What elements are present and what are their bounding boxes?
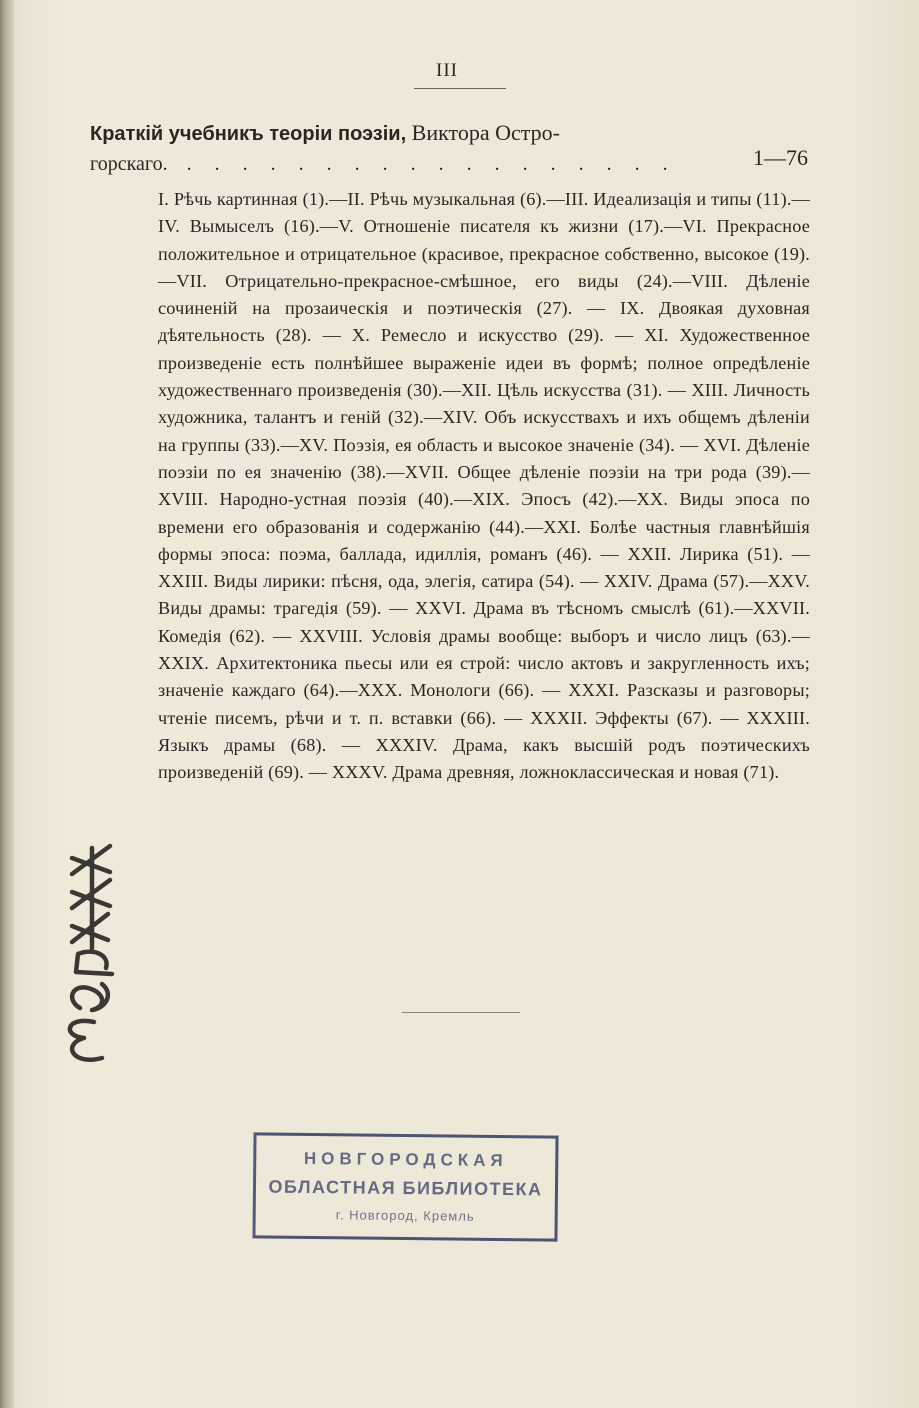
book-spine-shadow [0,0,14,1408]
end-of-section-rule [402,1012,520,1013]
page-number: III [436,60,458,81]
author-name-part2: горскаго. [90,153,168,175]
stamp-line-3: г. Новгород, Кремль [335,1207,475,1224]
leader-dots: . . . . . . . . . . . . . . . . . . [186,153,677,175]
library-stamp [252,1132,558,1241]
contents-entry-title [90,118,808,183]
author-name-part1: Виктора Остро- [411,120,560,145]
handwritten-inventory-number [32,830,142,1070]
header-rule [414,88,506,89]
title-line-1 [90,118,808,149]
page-range: 1—76 [753,145,808,170]
chapter-list-paragraph: I. Рѣчь картинная (1).—II. Рѣчь музыкальная (6).—III. Идеализація и типы (11).—IV. Вымыселъ (16).—V. Отношеніе писателя къ жизни (17).—VI. Прекрасное положительное и отрицательное (красивое, прекрасное собственно, высокое (19).—VII. Отрицательно-прекрасное-смѣшное, его виды (24).—VIII. Дѣленіе сочиненій на прозаическія и поэтическія (27). — IX. Двоякая духовная дѣятельность (28). — X. Ремесло и искусство (29). — XI. Художественное произведеніе есть полнѣйшее выраженіе идеи въ формѣ; полное опредѣленіе художественнаго произведенія (30).—XII. Цѣль искусства (31). — XIII. Личность художника, талантъ и геній (32).—XIV. Объ искусствахъ и ихъ общемъ дѣленіи на группы (33).—XV. Поэзія, ея область и высокое значеніе (34). — XVI. Дѣленіе поэзіи по ея значенію (38).—XVII. Общее дѣленіе поэзіи на три рода (39).—XVIII. Народно-устная поэзія (40).—XIX. Эпосъ (42).—XX. Виды эпоса по времени его образованія и содержанію (44).—XXI. Болѣе частныя главнѣйшія формы эпоса: поэма, баллада, идиллія, романъ (46). — XXII. Лирика (51). — XXIII. Виды лирики: пѣсня, ода, элегія, сатира (54). — XXIV. Драма (57).—XXV. Виды драмы: трагедія (59). — XXVI. Драма въ тѣсномъ смыслѣ (61).—XXVII. Комедія (62). — XXVIII. Условія драмы вообще: выборъ и число лицъ (63).—XXIX. Архитектоника пьесы или ея строй: число актовъ и закругленность ихъ; значеніе каждаго (64).—XXX. Монологи (66). — XXXI. Разсказы и разговоры; чтеніе писемъ, рѣчи и т. п. вставки (66). — XXXII. Эффекты (67). — XXXIII. Языкъ драмы (68). — XXXIV. Драма, какъ высшій родъ поэтическихъ произведеній (69). — XXXV. Драма древняя, ложноклассическая и новая (71). [158,189,810,783]
stamp-line-2: ОБЛАСТНАЯ БИБЛИОТЕКА [268,1176,543,1200]
title-line-2 [90,145,808,183]
book-title: Краткій учебникъ теоріи поэзіи, [90,123,407,145]
stamp-line-1: НОВГОРОДСКАЯ [303,1148,508,1171]
